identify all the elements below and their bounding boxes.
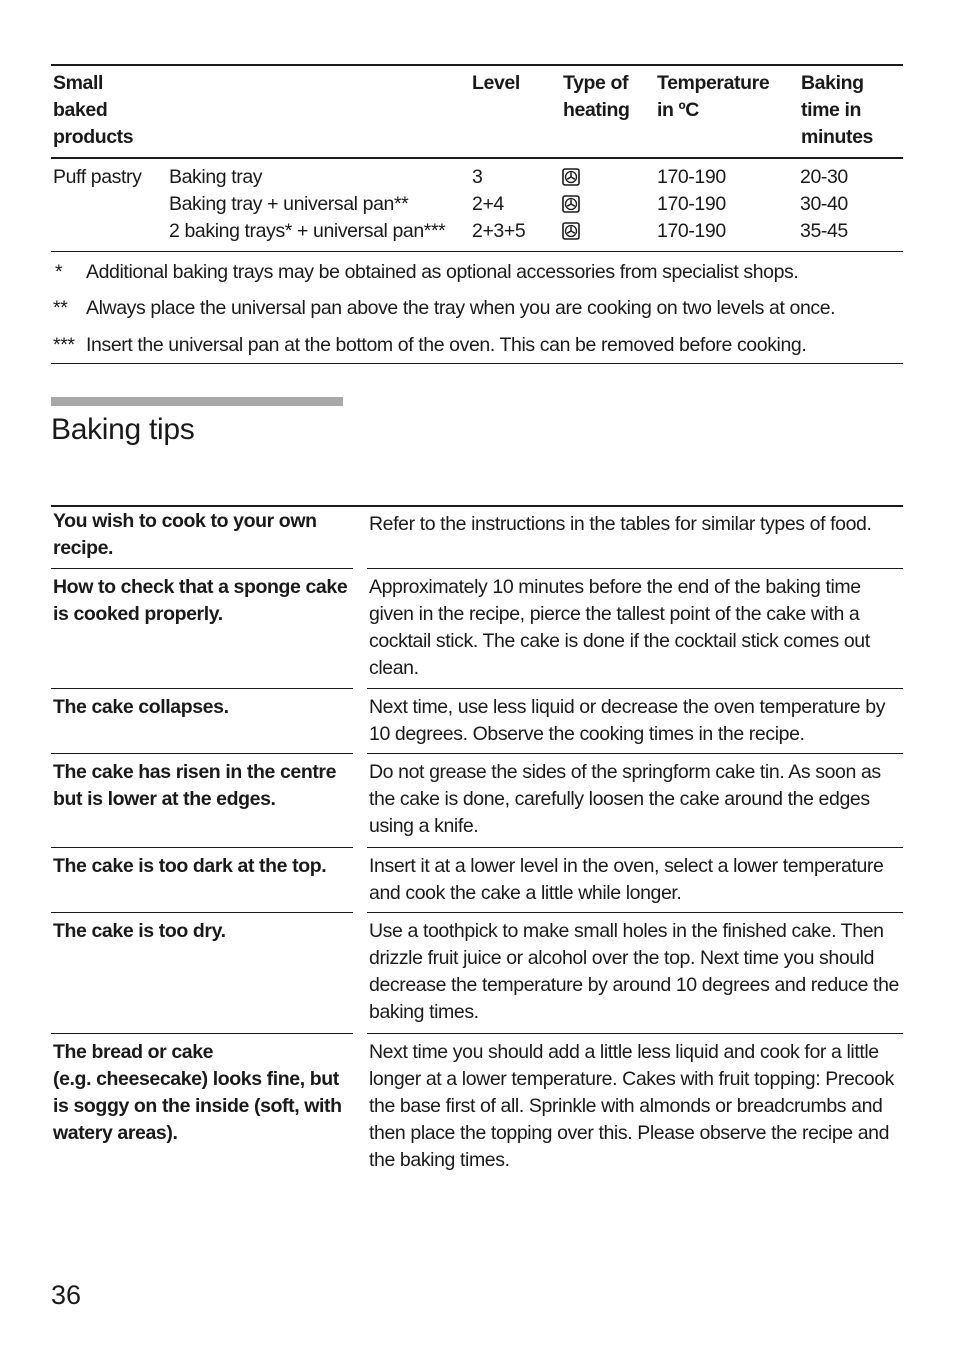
footnote-text: Additional baking trays may be obtained as optional accessories from specialist shops. [86, 261, 799, 283]
table-bottom-rule [51, 251, 903, 252]
footnote-mark: * [55, 261, 63, 283]
product-name: Puff pastry [53, 166, 142, 188]
tips-top-rule [51, 505, 903, 507]
tip-problem: The cake collapses. [53, 696, 229, 718]
footnotes-bottom-rule [51, 363, 903, 364]
tip-divider-right [367, 753, 903, 754]
header-time: Baking time in minutes [801, 72, 873, 148]
header-temperature: Temperature in ºC [657, 72, 770, 121]
level-cell: 3 [472, 166, 483, 188]
tip-divider-left [51, 912, 353, 913]
time-cell: 35-45 [800, 220, 848, 242]
footnote-text: Insert the universal pan at the bottom of the oven. This can be removed before cooking. [86, 334, 807, 356]
footnote-mark: *** [53, 334, 75, 356]
tip-divider-right [367, 1033, 903, 1034]
tip-divider-left [51, 753, 353, 754]
tip-divider-left [51, 847, 353, 848]
hot-air-fan-icon [562, 168, 580, 186]
hot-air-fan-icon [562, 195, 580, 213]
tip-problem: The cake has risen in the centre but is lower at the edges. [53, 761, 337, 810]
tip-divider-right [367, 847, 903, 848]
tip-problem: You wish to cook to your own recipe. [53, 510, 317, 559]
tip-solution: Next time, use less liquid or decrease the oven temperature by 10 degrees. Observe the cooking times in the recipe. [369, 696, 886, 745]
time-cell: 20-30 [800, 166, 848, 188]
tip-solution: Use a toothpick to make small holes in the finished cake. Then drizzle fruit juice or alcohol over the top. Next time you should decrease the temperature by around 10 degrees and reduce the baking times. [369, 920, 899, 1023]
accessory-cell: Baking tray + universal pan** [169, 193, 409, 215]
tip-solution: Next time you should add a little less liquid and cook for a little longer at a lower temperature. Cakes with fruit topping: Precook the base first of all. Sprinkle with almonds or breadcrumbs and then place the topping over this. Please observe the recipe and the baking times. [369, 1041, 895, 1171]
section-accent-bar [51, 397, 343, 406]
tip-divider-right [367, 568, 903, 569]
hot-air-fan-icon [562, 222, 580, 240]
accessory-cell: Baking tray [169, 166, 263, 188]
tip-divider-left [51, 1033, 353, 1034]
tip-solution: Insert it at a lower level in the oven, select a lower temperature and cook the cake a little while longer. [369, 855, 884, 904]
footnote-text: Always place the universal pan above the tray when you are cooking on two levels at once. [86, 297, 836, 319]
level-cell: 2+3+5 [472, 220, 526, 242]
header-heating: Type of heating [563, 72, 630, 121]
footnote-mark: ** [53, 297, 68, 319]
header-product: Small baked products [53, 72, 134, 148]
tip-problem: How to check that a sponge cake is cooked properly. [53, 576, 348, 625]
time-cell: 30-40 [800, 193, 848, 215]
tip-solution: Refer to the instructions in the tables for similar types of food. [369, 513, 872, 535]
tip-problem: The bread or cake (e.g. cheesecake) looks fine, but is soggy on the inside (soft, with watery areas). [53, 1041, 342, 1144]
header-level: Level [472, 72, 520, 94]
level-cell: 2+4 [472, 193, 504, 215]
tip-divider-right [367, 912, 903, 913]
temperature-cell: 170-190 [657, 220, 726, 242]
temperature-cell: 170-190 [657, 166, 726, 188]
tip-solution: Do not grease the sides of the springform cake tin. As soon as the cake is done, carefully loosen the cake around the edges using a knife. [369, 761, 881, 837]
table-header-rule [51, 157, 903, 159]
tip-problem: The cake is too dark at the top. [53, 855, 327, 877]
tip-solution: Approximately 10 minutes before the end of the baking time given in the recipe, pierce the tallest point of the cake with a cocktail stick. The cake is done if the cocktail stick comes out clean. [369, 576, 870, 679]
table-top-rule [51, 64, 903, 66]
page-number: 36 [51, 1280, 82, 1310]
tip-divider-left [51, 688, 353, 689]
tip-divider-left [51, 568, 353, 569]
temperature-cell: 170-190 [657, 193, 726, 215]
tip-problem: The cake is too dry. [53, 920, 226, 942]
accessory-cell: 2 baking trays* + universal pan*** [169, 220, 446, 242]
section-title: Baking tips [51, 413, 195, 446]
tip-divider-right [367, 688, 903, 689]
